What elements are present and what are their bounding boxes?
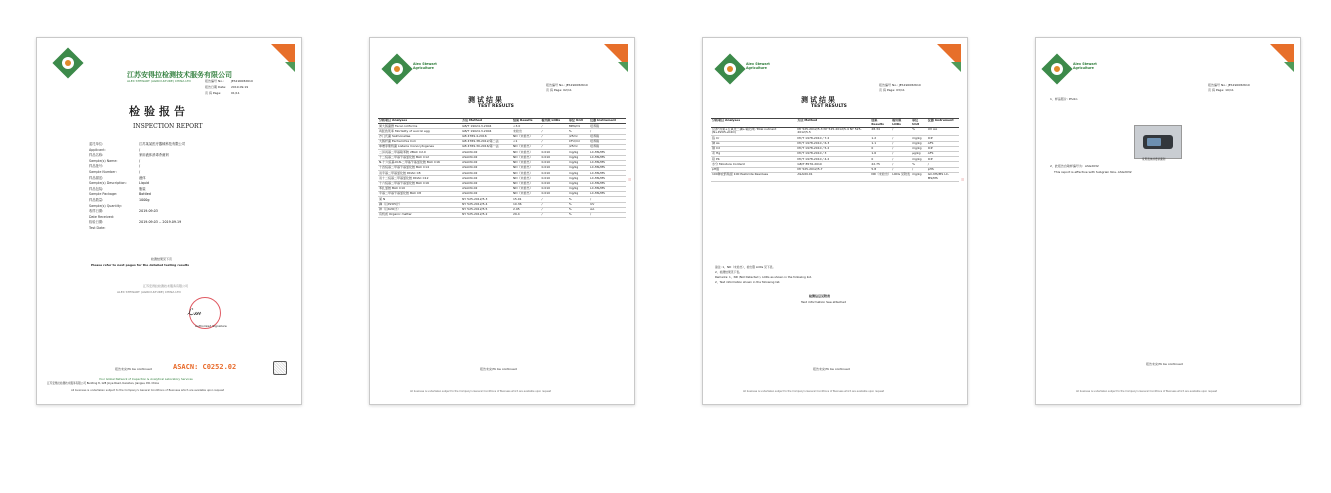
table-cell: 0.010 bbox=[541, 176, 568, 181]
brand-line-2: Agriculture bbox=[413, 66, 434, 70]
table-cell: mg/kg bbox=[568, 171, 589, 176]
table-cell: mg/kg bbox=[568, 155, 589, 160]
table-cell: 砷 As bbox=[711, 141, 796, 146]
report-date-label: 报告日期 Date: bbox=[205, 85, 227, 89]
table-cell: ASACN-02 bbox=[461, 155, 512, 160]
table-cell: / bbox=[589, 212, 626, 217]
table-cell: % bbox=[568, 129, 589, 134]
table-cell: CFU/ml bbox=[568, 139, 589, 144]
brand-line-1: Alex Stewart bbox=[1073, 62, 1097, 66]
table-cell: ASACN-02 bbox=[461, 160, 512, 165]
table-cell: NY/T 1978-2010 / 3 bbox=[796, 151, 870, 156]
table-header-row: 分析项目 Analyses 方法 Method 结果 Results 检出限 LODs 单位 Unit 仪器 Instrument bbox=[711, 119, 959, 128]
sample-note-cn: 2、此报告自取样编号为：ASG2032 bbox=[1050, 164, 1099, 168]
footer-line-2: 江苏安得拉检测技术服务有限公司 Building 8, 128 Jinye Road, Kunshan, Jiangsu, P.R. China bbox=[47, 382, 159, 385]
table-cell: ASACN-02 bbox=[461, 181, 512, 186]
table-cell: ICP bbox=[927, 136, 959, 141]
table-cell: 双十二烷基二甲基氯化铵 DDAC C12 bbox=[378, 176, 461, 181]
table-cell: 苯扎氯铵 BAC C10 bbox=[378, 186, 461, 191]
table-cell: ND（未检出） bbox=[512, 145, 541, 150]
table-cell: pH值 bbox=[711, 167, 796, 172]
table-cell: GB 4789.38-2012/第二法 bbox=[461, 139, 512, 144]
table-cell: 29.4 bbox=[512, 212, 541, 217]
report-cover-page bbox=[36, 37, 302, 405]
table-cell: AA bbox=[589, 207, 626, 212]
table-cell: 粪大肠菌群 Fecal coliforms bbox=[378, 124, 461, 129]
info-row: Date Received: bbox=[89, 214, 115, 219]
table-cell: / bbox=[891, 146, 911, 151]
table-cell: 十四烷基二甲基苄基氯化铵 BAC C14 bbox=[378, 165, 461, 170]
table-cell: mg/kg bbox=[911, 136, 927, 141]
table-cell: GB/T 19024.3-2004 bbox=[461, 124, 512, 129]
signature: ℒ𝓂 bbox=[187, 308, 202, 318]
table-header-row: 分析项目 Analyses 方法 Method 结果 Results 检出限 LODs 单位 Unit 仪器 Instrument bbox=[378, 119, 626, 124]
info-row: Test Date: bbox=[89, 225, 106, 230]
to-be-continued: 报告未完/To be continued bbox=[115, 367, 152, 371]
report-no: 报告编号 No.: JES190082610 bbox=[1208, 83, 1250, 87]
table-cell: 培养箱 bbox=[589, 134, 626, 139]
table-cell: / bbox=[541, 129, 568, 134]
table-cell: 总养分(氮+五氧化二磷+氧化钾) Total nutrient (N+P2O5+K2O) bbox=[711, 127, 796, 136]
table-cell: GC-MS/MS LC-MS/MS bbox=[927, 172, 959, 181]
table-cell: ND（未检出） bbox=[512, 160, 541, 165]
brand-line-2: Agriculture bbox=[746, 66, 767, 70]
table-cell: 铅 Pb bbox=[711, 157, 796, 162]
table-cell: 水分 Moisture Content bbox=[711, 162, 796, 167]
company-logo-icon bbox=[714, 53, 745, 84]
test-results-page-2 bbox=[702, 37, 968, 405]
table-cell: AFS bbox=[927, 151, 959, 156]
table-row bbox=[711, 172, 959, 181]
corner-mark-green-icon bbox=[285, 62, 295, 72]
table-cell: / bbox=[891, 141, 911, 146]
table-cell: 0 bbox=[870, 157, 891, 162]
table-cell: ASACN-02 bbox=[461, 150, 512, 155]
report-no: JES190082610 bbox=[231, 79, 253, 83]
table-cell: 15.01 bbox=[512, 197, 541, 202]
info-row: Sample Number: / bbox=[89, 169, 141, 174]
table-cell: 十六烷基二甲基苄基氯化铵 BAC C16 bbox=[378, 181, 461, 186]
table-cell: NY 525-2012/5.3 NY 525-2012/5.4 NY 525-2012/5.5 bbox=[796, 127, 870, 136]
table-cell: LC-MS/MS bbox=[589, 192, 626, 197]
footer-line-3: All business is undertaken subject to the Company's General Conditions of Business which are available upon request bbox=[71, 389, 225, 392]
table-cell: / bbox=[927, 162, 959, 167]
qr-code-icon bbox=[273, 361, 287, 375]
table-cell: LC-MS/MS bbox=[589, 150, 626, 155]
table-cell: 22.75 bbox=[870, 162, 891, 167]
table-cell: UV AA bbox=[927, 127, 959, 136]
table-cell: NY 525-2012/5.5 bbox=[461, 207, 512, 212]
table-cell: 0.010 bbox=[541, 155, 568, 160]
table-cell: /25ml bbox=[568, 134, 589, 139]
info-row: 收样日期: 2019.09.03 bbox=[89, 209, 158, 214]
table-cell: NY 525-2012/5.4 bbox=[461, 202, 512, 207]
table-cell: / bbox=[541, 134, 568, 139]
table-cell: <1 bbox=[512, 139, 541, 144]
page-number: 01/11 bbox=[231, 91, 240, 95]
table-cell: / bbox=[891, 151, 911, 156]
company-logo-icon bbox=[52, 47, 83, 78]
table-cell: / bbox=[541, 124, 568, 129]
table-cell: 培养箱 bbox=[589, 145, 626, 150]
table-cell: NY/T 1978-2010 / 4.2 bbox=[796, 157, 870, 162]
table-cell: % bbox=[911, 162, 927, 167]
asacn-code: ASACN: C0252.02 bbox=[173, 363, 237, 371]
brand-line-1: Alex Stewart bbox=[413, 62, 437, 66]
table-row bbox=[378, 212, 626, 217]
table-cell: 0.010 bbox=[541, 171, 568, 176]
side-stamp-text: ||| bbox=[961, 178, 965, 182]
page-number: 页 码 Page: 10/11 bbox=[1208, 88, 1234, 92]
table-cell: / bbox=[541, 197, 568, 202]
table-cell: 10.36 bbox=[512, 202, 541, 207]
photo-label: 1、样品照片: Photo bbox=[1050, 97, 1078, 101]
remark-line: 2、检测结果见下表。 bbox=[715, 270, 742, 274]
side-stamp-text: ||| bbox=[628, 178, 632, 182]
table-cell: 1.6 bbox=[870, 151, 891, 156]
table-cell: 辛基二甲基苄基氯化铵 BAC C8 bbox=[378, 192, 461, 197]
table-cell: 十二烷基二甲基苄基氯化铵 BAC C12 bbox=[378, 155, 461, 160]
info-row: 样品名称: 家用液体消毒杀菌剂 bbox=[89, 153, 169, 158]
table-cell: ND（未检出） bbox=[512, 155, 541, 160]
info-row: 样品数量: 1000g bbox=[89, 197, 150, 202]
to-be-continued: 报告未完/To be continued bbox=[480, 367, 517, 371]
footer-text: All business is undertaken subject to the Company's General Conditions of Business which are available upon request bbox=[743, 390, 885, 393]
table-cell: / bbox=[541, 207, 568, 212]
info-row: 样品包装: 瓶装 bbox=[89, 186, 146, 191]
table-cell: 钾（以K2O计） bbox=[378, 207, 461, 212]
table-cell: / bbox=[891, 157, 911, 162]
results-title-en: TEST RESULTS bbox=[811, 104, 847, 109]
table-cell: / bbox=[891, 127, 911, 136]
table-cell: ND（未检出） bbox=[512, 165, 541, 170]
table-cell: / bbox=[891, 136, 911, 141]
sample-note-en: This report is effective with Subgrain Nos. ASG2032 bbox=[1054, 170, 1132, 174]
company-name-cn: 江苏安得拉检测技术服务有限公司 bbox=[127, 70, 232, 79]
remark-line: Remarks: 1、ND (Not Detected ), LODs as shown in the following list. bbox=[715, 275, 812, 279]
table-cell: NY 525-2012/5.2 bbox=[461, 212, 512, 217]
table-cell: / bbox=[541, 212, 568, 217]
info-row: Sample(s) Description: Liquid bbox=[89, 181, 149, 186]
table-cell: 1.1 bbox=[870, 141, 891, 146]
table-cell: NY 525-2012/5.7 bbox=[796, 167, 870, 172]
table-cell: % bbox=[568, 207, 589, 212]
table-cell: mg/kg bbox=[911, 146, 927, 151]
table-cell: 双辛基二甲基氯化铵 DDAC C8 bbox=[378, 171, 461, 176]
footer-line-1: Your Global Network of Inspection & Analytical Laboratory Services bbox=[99, 377, 193, 381]
sample-device-image bbox=[1143, 135, 1173, 149]
info-row: Sample(s) Name: / bbox=[89, 158, 141, 163]
table-cell: GB 4789.4-2016 bbox=[461, 134, 512, 139]
table-cell: 0.010 bbox=[541, 192, 568, 197]
table-cell: 2.95 bbox=[512, 207, 541, 212]
report-no-label: 报告编号 No.: bbox=[205, 79, 224, 83]
table-cell: LC-MS/MS bbox=[589, 160, 626, 165]
table-cell: mg/kg bbox=[568, 181, 589, 186]
table-cell: MPN/ml bbox=[568, 124, 589, 129]
attached-info-en: Test information See attached bbox=[801, 300, 847, 304]
table-cell: 0.010 bbox=[541, 186, 568, 191]
table-cell: ASACN-02 bbox=[461, 171, 512, 176]
table-cell: ASACN-02 bbox=[461, 186, 512, 191]
table-cell: ASACN-01 bbox=[796, 172, 870, 181]
table-cell: / bbox=[589, 197, 626, 202]
table-cell: ASACN-02 bbox=[461, 176, 512, 181]
photo-caption: 家用液体消毒杀菌剂 bbox=[1142, 158, 1166, 161]
footer-text: All business is undertaken subject to the Company's General Conditions of Business which are available upon request bbox=[410, 390, 552, 393]
footer-text: All business is undertaken subject to the Company's General Conditions of Business which are available upon request bbox=[1076, 390, 1218, 393]
table-cell: GB/T 8576-2010 bbox=[796, 162, 870, 167]
table-cell: 有机质 Organic matter bbox=[378, 212, 461, 217]
table-cell: LC-MS/MS bbox=[589, 155, 626, 160]
info-row: 样品描述: 液体 bbox=[89, 175, 146, 180]
corner-mark-green-icon bbox=[951, 62, 961, 72]
table-cell: ND（未检出） bbox=[512, 176, 541, 181]
results-title-cn: 测试结果 bbox=[801, 95, 837, 104]
sample-photo bbox=[1134, 125, 1182, 159]
report-no: 报告编号 No.: JES190082610 bbox=[879, 83, 921, 87]
next-page-note-cn: 检测结果见下页 bbox=[151, 257, 173, 261]
table-cell: LODs 见附表 bbox=[891, 172, 911, 181]
remark-line: 2、Test information shown in the following list. bbox=[715, 280, 781, 284]
table-cell: ASACN-02 bbox=[461, 165, 512, 170]
table-cell: ND（未检出） bbox=[512, 192, 541, 197]
table-cell: 培养箱 bbox=[589, 139, 626, 144]
table-cell: ND（未检出） bbox=[870, 172, 891, 181]
table-cell: ICP bbox=[927, 146, 959, 151]
table-cell: / bbox=[891, 162, 911, 167]
table-cell: 100种农药残留 100 Pesticide Residues bbox=[711, 172, 796, 181]
sample-info-list bbox=[89, 142, 185, 232]
table-cell: <3.0 bbox=[512, 124, 541, 129]
table-cell: LC-MS/MS bbox=[589, 181, 626, 186]
table-cell: 28.34 bbox=[870, 127, 891, 136]
report-no: 报告编号 No.: JES190082610 bbox=[546, 83, 588, 87]
page-number-label: 页 码 Page: bbox=[205, 91, 222, 95]
sample-photo-page bbox=[1035, 37, 1301, 405]
table-cell: 铬 Cr bbox=[711, 136, 796, 141]
table-cell: NY/T 1978-2010 / 5.2 bbox=[796, 146, 870, 151]
table-cell: 0 bbox=[870, 146, 891, 151]
table-cell: ND（未检出） bbox=[512, 150, 541, 155]
info-row: Sample Package: Bottled bbox=[89, 192, 151, 197]
to-be-continued: 报告未完/To be continued bbox=[813, 367, 850, 371]
table-cell: ND（未检出） bbox=[512, 134, 541, 139]
table-cell: % bbox=[568, 197, 589, 202]
table-cell: 5.8 bbox=[870, 167, 891, 172]
table-cell: / bbox=[541, 145, 568, 150]
attached-info-cn: 检测信息见附表 bbox=[809, 294, 831, 298]
table-cell: pHS bbox=[927, 167, 959, 172]
table-cell: UV bbox=[589, 202, 626, 207]
info-row: 检验日期: 2019.09.03 -- 2019.09.19 bbox=[89, 220, 182, 225]
table-cell: 镉 Cd bbox=[711, 146, 796, 151]
remark-line: 备注: 1、ND（未检出），检出限 LODs 见下表。 bbox=[715, 265, 776, 269]
corner-mark-green-icon bbox=[1284, 62, 1294, 72]
table-cell: ICP bbox=[927, 157, 959, 162]
results-table bbox=[711, 118, 959, 182]
table-cell: GB/T 19024.3-2004 bbox=[461, 129, 512, 134]
table-cell: 磷（以P2O5计） bbox=[378, 202, 461, 207]
table-cell: mg/kg bbox=[568, 160, 589, 165]
table-cell: mg/kg bbox=[911, 172, 927, 181]
table-cell: μg/kg bbox=[911, 151, 927, 156]
table-cell: 汞 Hg bbox=[711, 151, 796, 156]
results-title-en: TEST RESULTS bbox=[478, 104, 514, 109]
table-cell: mg/kg bbox=[568, 176, 589, 181]
company-name-en: ALEX STEWART (AGRICULTURE) CHINA LTD bbox=[127, 79, 191, 83]
table-cell: / bbox=[541, 202, 568, 207]
table-cell: mg/kg bbox=[568, 192, 589, 197]
table-cell: 大肠杆菌 Escherichia Coli bbox=[378, 139, 461, 144]
table-cell: 培养箱 bbox=[589, 124, 626, 129]
company-logo-icon bbox=[381, 53, 412, 84]
table-cell: / bbox=[911, 167, 927, 172]
table-cell: 未检出 bbox=[512, 129, 541, 134]
table-cell: / bbox=[541, 139, 568, 144]
to-be-continued: 报告未完/To be continued bbox=[1146, 362, 1183, 366]
table-cell: NY 525-2012/5.3 bbox=[461, 197, 512, 202]
company-logo-icon bbox=[1041, 53, 1072, 84]
info-row: Sample(s) Quantity: bbox=[89, 203, 122, 208]
table-cell: LC-MS/MS bbox=[589, 176, 626, 181]
table-cell: ND（未检出） bbox=[512, 186, 541, 191]
table-cell: 0.010 bbox=[541, 181, 568, 186]
report-title-cn: 检验报告 bbox=[129, 105, 189, 118]
page-number: 页 码 Page: 02/11 bbox=[546, 88, 572, 92]
report-date: 2019.09.19 bbox=[231, 85, 249, 89]
table-cell: % bbox=[568, 212, 589, 217]
table-cell: NY/T 1978-2010 / 6.3 bbox=[796, 141, 870, 146]
info-row: 样品批号: / bbox=[89, 164, 141, 169]
corner-mark-green-icon bbox=[618, 62, 628, 72]
brand-line-1: Alex Stewart bbox=[746, 62, 770, 66]
info-row: Applicant: / bbox=[89, 147, 141, 152]
table-cell: mg/kg bbox=[911, 141, 927, 146]
table-cell: ND（未检出） bbox=[512, 181, 541, 186]
brand-line-2: Agriculture bbox=[1073, 66, 1094, 70]
table-cell: 沙门氏菌 Salmonellae bbox=[378, 134, 461, 139]
table-cell: 氮 N bbox=[378, 197, 461, 202]
table-cell: 0.010 bbox=[541, 160, 568, 165]
table-cell: 0.010 bbox=[541, 150, 568, 155]
table-cell: / bbox=[891, 167, 911, 172]
table-cell: /25ml bbox=[568, 145, 589, 150]
table-cell: mg/kg bbox=[568, 186, 589, 191]
table-cell: % bbox=[911, 127, 927, 136]
table-cell: LC-MS/MS bbox=[589, 165, 626, 170]
authorized-signature-label: Authorized Signature bbox=[195, 324, 227, 328]
issuer-name-cn: 江苏安得拉检测技术服务有限公司 bbox=[143, 284, 189, 288]
table-cell: AFS bbox=[927, 141, 959, 146]
issuer-name-en: ALEX STEWART (AGRICULTURE) CHINA LTD bbox=[117, 290, 181, 294]
table-cell: mg/kg bbox=[911, 157, 927, 162]
table-cell: 二异丙基二甲基联苯胺 2BAC C2.0 bbox=[378, 150, 461, 155]
info-row: 委托单位: 江苏某某医疗器械科技有限公司 bbox=[89, 142, 186, 146]
table-cell: ND（未检出） bbox=[512, 171, 541, 176]
table-cell: mg/kg bbox=[568, 165, 589, 170]
report-title-en: INSPECTION REPORT bbox=[133, 123, 203, 130]
table-cell: 1.2 bbox=[870, 136, 891, 141]
test-results-page-1 bbox=[369, 37, 635, 405]
page-number: 页 码 Page: 03/11 bbox=[879, 88, 905, 92]
table-cell: NY/T 1978-2010 / 7.2 bbox=[796, 136, 870, 141]
results-title-cn: 测试结果 bbox=[468, 95, 504, 104]
table-cell: 鸡胚致死率 Mortality of aucroil egg bbox=[378, 129, 461, 134]
table-cell: % bbox=[568, 202, 589, 207]
table-cell: 0.010 bbox=[541, 165, 568, 170]
table-row bbox=[711, 127, 959, 136]
table-cell: ASACN-02 bbox=[461, 192, 512, 197]
table-cell: mg/kg bbox=[568, 150, 589, 155]
table-cell: LC-MS/MS bbox=[589, 186, 626, 191]
table-cell: LC-MS/MS bbox=[589, 171, 626, 176]
table-cell: 单增李斯特菌 Listeria monocytogenes bbox=[378, 145, 461, 150]
results-table bbox=[378, 118, 626, 218]
table-cell: N-十六烷基-N,N-二甲基苄基氯化铵 BAC C16 bbox=[378, 160, 461, 165]
table-cell: / bbox=[589, 129, 626, 134]
next-page-note-en: Please refer to next pages for the detailed testing results bbox=[91, 263, 190, 267]
table-cell: GB 4789.30-2016/第一法 bbox=[461, 145, 512, 150]
